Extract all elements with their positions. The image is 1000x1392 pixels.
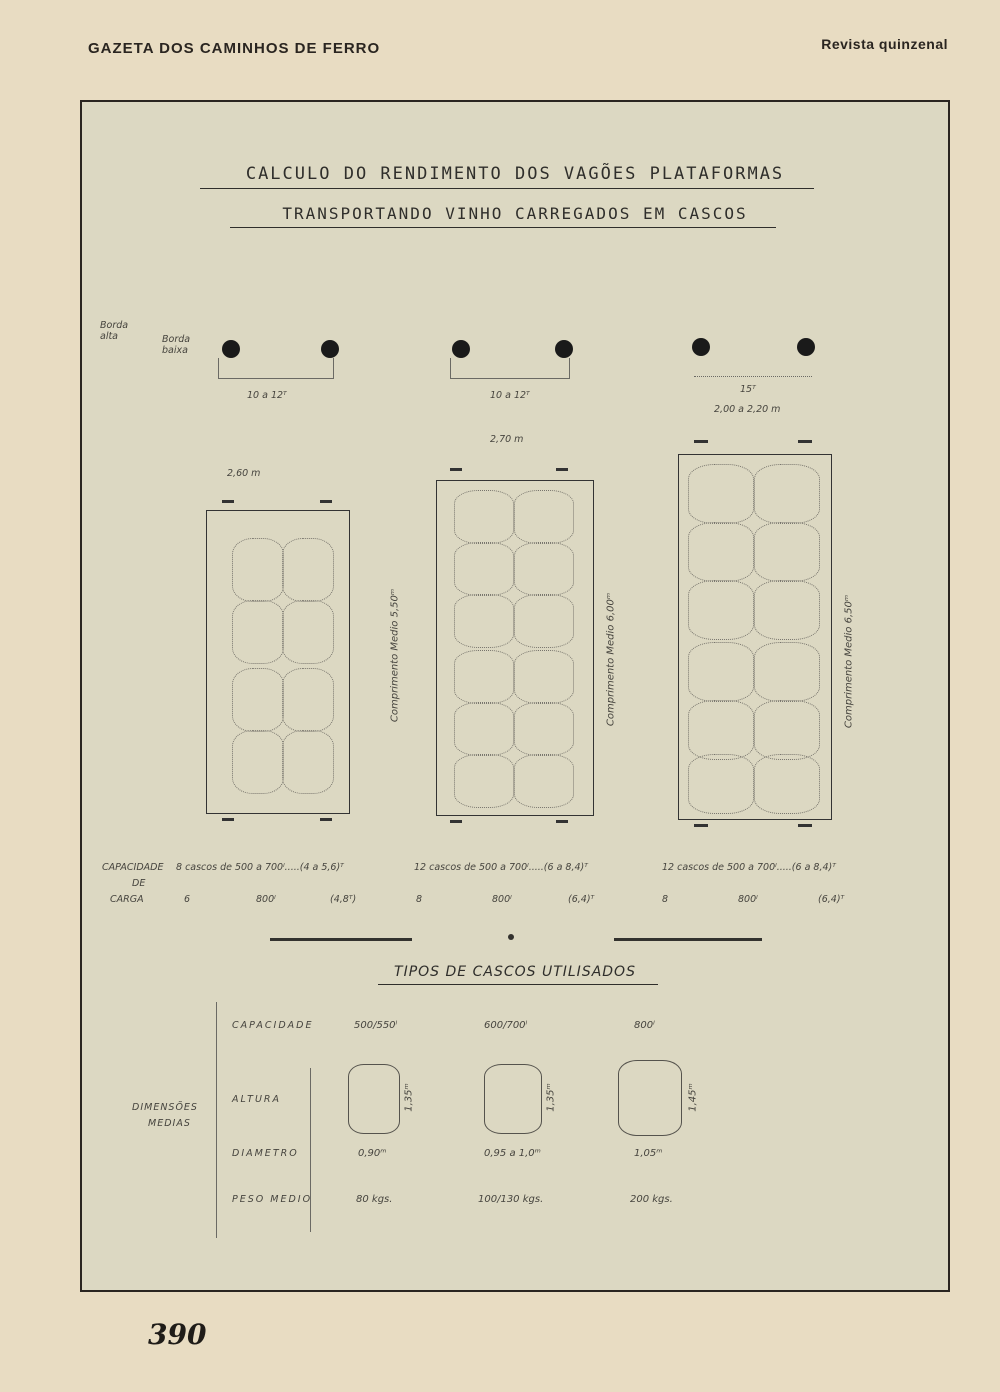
cask2-diameter: 0,95 a 1,0ᵐ — [484, 1148, 541, 1159]
journal-title: GAZETA DOS CAMINHOS DE FERRO — [88, 40, 381, 57]
separator-dot-icon — [508, 934, 514, 940]
wheel-icon — [452, 340, 470, 358]
wagon2-tonnage: 10 a 12ᵀ — [490, 390, 530, 401]
separator-left — [270, 938, 412, 941]
wheel-icon — [797, 338, 815, 356]
capacity-label-de: DE — [132, 878, 146, 889]
separator-right — [614, 938, 762, 941]
wagon3-load-1: 12 cascos de 500 a 700ˡ.....(6 a 8,4)ᵀ — [662, 862, 836, 873]
wagon2-length: Comprimento Medio 6,00ᵐ — [605, 592, 617, 727]
wagon1-load-2-tons: (4,8ᵀ) — [330, 894, 357, 905]
wagon-side-outline — [450, 358, 570, 379]
cask1-diameter: 0,90ᵐ — [358, 1148, 387, 1159]
wagon2-load-1: 12 cascos de 500 a 700ˡ.....(6 a 8,4)ᵀ — [414, 862, 588, 873]
wagon3-load-2-cap: 800ˡ — [738, 894, 758, 905]
capacity-label: CAPACIDADE — [102, 862, 164, 873]
cask-row-diametro: DIAMETRO — [232, 1148, 299, 1159]
cask3-weight: 200 kgs. — [630, 1194, 673, 1205]
cask-row-dimensoes: DIMENSÕES — [132, 1102, 198, 1113]
drawing-title-line1: CALCULO DO RENDIMENTO DOS VAGÕES PLATAFORMAS — [245, 164, 785, 184]
wagon1-length: Comprimento Medio 5,50ᵐ — [389, 588, 401, 723]
wagon1-load-1: 8 cascos de 500 a 700ˡ.....(4 a 5,6)ᵀ — [176, 862, 344, 873]
drawing-title-line2: TRANSPORTANDO VINHO CARREGADOS EM CASCOS — [282, 204, 748, 223]
wagon3-tonnage: 15ᵀ — [740, 384, 756, 395]
borda-alta-label: Borda alta — [100, 320, 129, 342]
wagon2-load-2-cap: 800ˡ — [492, 894, 512, 905]
wagon1-load-2-count: 6 — [184, 894, 191, 905]
wagon1-width: 2,60 m — [227, 468, 261, 479]
cask1-height: 1,35ᵐ — [403, 1083, 415, 1112]
capacity-label-carga: CARGA — [110, 894, 144, 905]
cask2-capacity: 600/700ˡ — [484, 1020, 528, 1031]
barrel-icon — [348, 1064, 400, 1134]
casks-section-title: TIPOS DE CASCOS UTILISADOS — [394, 964, 636, 980]
wagon2-load-2-count: 8 — [416, 894, 423, 905]
cask-row-medias: MEDIAS — [148, 1118, 191, 1129]
cask3-diameter: 1,05ᵐ — [634, 1148, 663, 1159]
wagon3-load-2-count: 8 — [662, 894, 669, 905]
cask1-capacity: 500/550ˡ — [354, 1020, 398, 1031]
wheel-icon — [692, 338, 710, 356]
cask3-capacity: 800ˡ — [634, 1020, 655, 1031]
cask2-weight: 100/130 kgs. — [478, 1194, 544, 1205]
technical-drawing-plate — [80, 100, 950, 1292]
wheel-icon — [321, 340, 339, 358]
cask2-height: 1,35ᵐ — [545, 1083, 557, 1112]
borda-baixa-label: Borda baixa — [162, 334, 191, 356]
wagon2-load-2-tons: (6,4)ᵀ — [568, 894, 595, 905]
wagon2-width: 2,70 m — [490, 434, 524, 445]
cask-row-altura: ALTURA — [232, 1094, 282, 1105]
cask-row-capacity: CAPACIDADE — [232, 1020, 314, 1031]
page-number: 390 — [148, 1318, 207, 1351]
wagon1-load-2-cap: 800ˡ — [256, 894, 276, 905]
barrel-icon — [484, 1064, 542, 1134]
wagon3-length: Comprimento Medio 6,50ᵐ — [843, 594, 855, 729]
wagon3-load-2-tons: (6,4)ᵀ — [818, 894, 845, 905]
cask3-height: 1,45ᵐ — [687, 1083, 699, 1112]
wagon-side-outline — [694, 356, 812, 377]
journal-subtitle: Revista quinzenal — [821, 36, 948, 52]
barrel-icon — [618, 1060, 682, 1136]
wagon-side-outline — [218, 358, 334, 379]
wheel-icon — [555, 340, 573, 358]
wheel-icon — [222, 340, 240, 358]
cask-row-peso: PESO MEDIO — [232, 1194, 313, 1205]
wagon3-width: 2,00 a 2,20 m — [714, 404, 781, 415]
cask1-weight: 80 kgs. — [356, 1194, 393, 1205]
wagon1-tonnage: 10 a 12ᵀ — [247, 390, 287, 401]
